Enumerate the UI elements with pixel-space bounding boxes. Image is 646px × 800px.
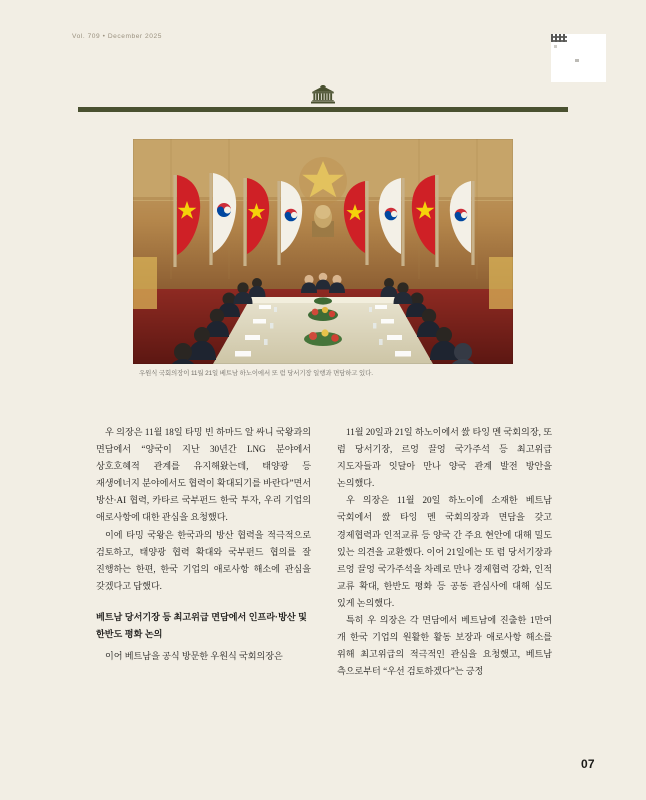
right-column [337, 424, 552, 680]
corner-card-dot-a-icon [554, 45, 557, 48]
right-paragraph-1: 11월 20일과 21일 하노이에서 쌄 타잉 멘 국회의장, 또 럼 당서기장, 르엉 끌엉 국가주석 등 최고위급 지도자들과 잇달아 만나 양국 관계 발전 방안을 논의했다. [337, 427, 552, 489]
national-assembly-building-icon [0, 85, 646, 105]
right-paragraph-2: 우 의장은 11월 20일 하노이에 소재한 베트남 국회에서 쌄 타잉 멘 국회의장과 면담을 갖고 경제협력과 인적교류 등 양국 간 주요 현안에 대해 밀도 있는 의견을 교환했다. 이어 21일에는 또 럼 당서기장과 르엉 끌엉 국가주석을 차례로 만나 경제협력 강화, 인적 교류 확대, 한반도 평화 등 공동 관심사에 대해 심도 있게 논의했다. [337, 495, 552, 608]
photo-caption: 우원식 국회의장이 11월 21일 베트남 하노이에서 또 럼 당서기장 일행과 면담하고 있다. [139, 370, 373, 377]
left-paragraph-3: 이어 베트남을 공식 방문한 우원식 국회의장은 [105, 651, 283, 662]
header-divider-rule [78, 107, 568, 112]
corner-card-mark-icon [551, 34, 567, 42]
left-paragraph-1: 우 의장은 11월 18일 타밍 빈 하마드 알 싸니 국왕과의 면담에서 “양국이 지난 30년간 LNG 분야에서 상호호혜적 관계를 유지해왔는데, 태양광 등 재생에너지 분야에서도 협력이 확대되기를 바란다”면서 방산·AI 협력, 카타르 국부펀드 한국 투자, 우리 기업의 애로사항에 대한 관심을 요청했다. [96, 427, 311, 523]
right-paragraph-3: 특히 우 의장은 각 면담에서 베트남에 진출한 1만여 개 한국 기업의 원활한 활동 보장과 애로사항 해소를 위해 최고위급의 적극적인 관심을 요청했고, 베트남 측으로부터 “우선 검토하겠다”는 긍정 [337, 615, 552, 677]
corner-card-dot-b-icon [575, 59, 579, 62]
page-number: 07 [581, 757, 595, 771]
section-subheading: 베트남 당서기장 등 최고위급 면담에서 인프라·방산 및 한반도 평화 논의 [96, 611, 307, 640]
article-body [96, 424, 552, 680]
left-column [96, 424, 311, 680]
masthead-volume-date: Vol. 709 • December 2025 [72, 33, 162, 40]
article-photo [133, 139, 513, 364]
left-paragraph-2: 이에 타밍 국왕은 한국과의 방산 협력을 적극적으로 검토하고, 태양광 협력 확대와 국부펀드 협의를 잘 진행하는 한편, 한국 기업의 애로사항 해소에 관심을 갖겠다고 답했다. [96, 529, 311, 591]
corner-card [551, 34, 606, 82]
